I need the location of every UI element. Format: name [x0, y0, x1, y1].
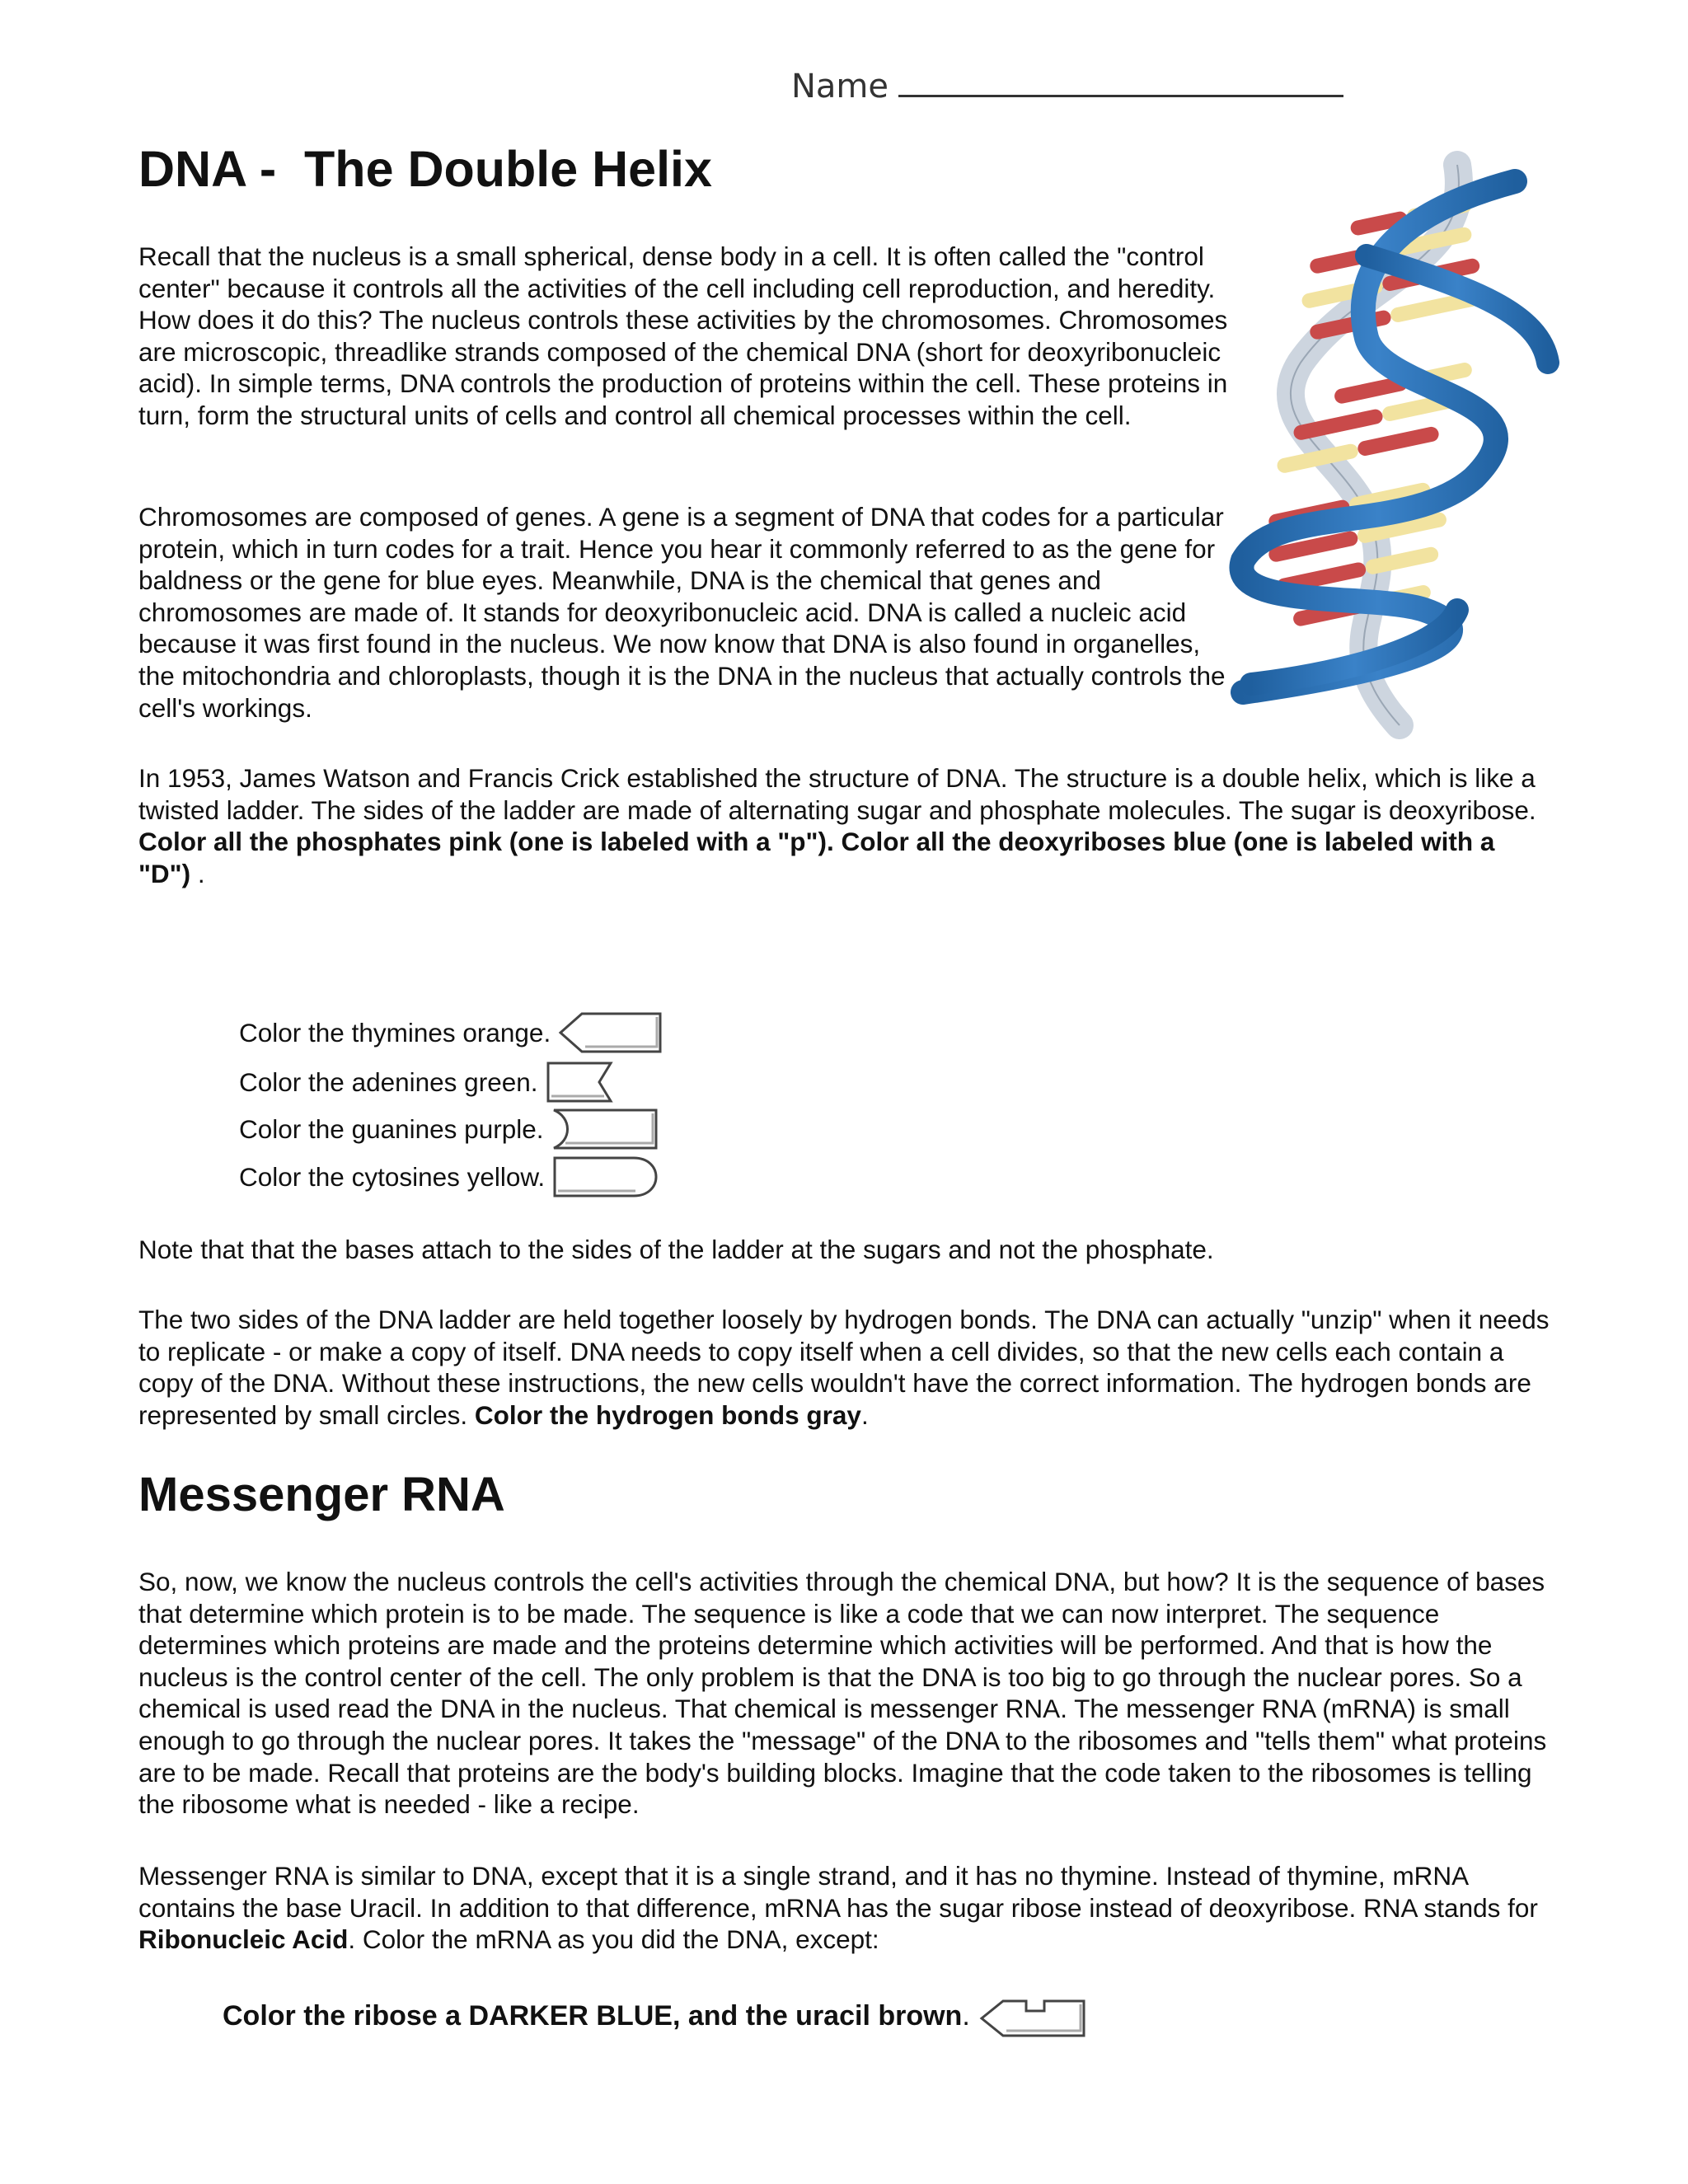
name-blank-line[interactable] — [898, 94, 1343, 97]
legend-guanine-text: Color the guanines purple. — [239, 1113, 544, 1144]
section-title-mrna: Messenger RNA — [138, 1468, 505, 1521]
paragraph-bases-note: Note that that the bases attach to the sides of the ladder at the sugars and not the phosphate. — [138, 1235, 1214, 1264]
legend-adenine — [239, 1059, 619, 1105]
dna-helix-icon — [1226, 148, 1606, 742]
legend-guanine — [239, 1106, 662, 1152]
legend-thymine — [239, 1010, 664, 1056]
legend-cytosine-text: Color the cytosines yellow. — [239, 1161, 546, 1192]
paragraph-structure — [138, 762, 1550, 889]
adenine-shape-icon — [545, 1059, 619, 1105]
mrna-diff-end: . Color the mRNA as you did the DNA, except: — [348, 1924, 879, 1955]
structure-instruction: Color all the phosphates pink (one is labeled with a "p"). Color all the deoxyriboses blue (one is labeled with a "D") — [138, 827, 1495, 888]
paragraph-hydrogen-bonds — [138, 1304, 1550, 1431]
paragraph-genes: Chromosomes are composed of genes. A gene is a segment of DNA that codes for a particular protein, which in turn codes for a trait. Hence you hear it commonly referred to as the gene for baldness or the gene for blue eyes. Meanwhile, DNA is the chemical that genes and chromosomes are made of. It stands for deoxyribonucleic acid. DNA is called a nucleic acid because it was first found in the nucleus. We now know that DNA is also found in organelles, the mitochondria and chloroplasts, though it is the DNA in the nucleus that actually controls the cell's workings. — [138, 502, 1226, 723]
mrna-diff-bold: Ribonucleic Acid — [138, 1924, 349, 1955]
cytosine-shape-icon — [551, 1154, 663, 1200]
hydrogen-end: . — [860, 1399, 869, 1430]
name-field[interactable] — [791, 68, 1343, 105]
paragraph-nucleus: Recall that the nucleus is a small spherical, dense body in a cell. It is often called the "control center" because it controls all the activities of the cell including cell reproduction, and heredity. How does it do this? The nucleus controls these activities by the chromosomes. Chromosomes are microscopic, threadlike strands composed of the chemical DNA (short for deoxyribonucleic acid). In simple terms, DNA controls the production of proteins within the cell. These proteins in turn, form the structural units of cells and control all chemical processes within the cell. — [138, 241, 1228, 430]
hydrogen-text: The two sides of the DNA ladder are held together loosely by hydrogen bonds. The DNA can actually "unzip" when it needs to replicate - or make a copy of itself. DNA needs to copy itself when a cell divides, so that the new cells each contain a copy of the DNA. Without these instructions, the new cells wouldn't have the correct information. The hydrogen bonds are represented by small circles. — [138, 1305, 1550, 1430]
mrna-diff-text: Messenger RNA is similar to DNA, except that it is a single strand, and it has no thymine. Instead of thymine, mRNA contains the base Uracil. In addition to that difference, mRNA has the sugar ribose instead of deoxyribose. RNA stands for — [138, 1861, 1538, 1923]
hydrogen-instruction: Color the hydrogen bonds gray — [474, 1399, 861, 1430]
legend-thymine-text: Color the thymines orange. — [239, 1017, 551, 1047]
thymine-shape-icon — [557, 1010, 664, 1056]
final-instruction — [223, 1993, 1090, 2039]
legend-adenine-text: Color the adenines green. — [239, 1066, 538, 1097]
legend-cytosine — [239, 1154, 663, 1200]
uracil-shape-icon — [978, 1993, 1090, 2039]
paragraph-mrna-difference — [138, 1860, 1550, 1956]
final-instruction-text: Color the ribose a DARKER BLUE, and the uracil brown — [223, 1999, 963, 2032]
section-title-dna: DNA - The Double Helix — [138, 141, 712, 197]
guanine-shape-icon — [551, 1106, 662, 1152]
name-label: Name — [791, 68, 889, 105]
structure-end: . — [190, 858, 205, 888]
paragraph-mrna-intro: So, now, we know the nucleus controls the cell's activities through the chemical DNA, but how? It is the sequence of bases that determine which protein is to be made. The sequence is like a code that we can now interpret. The sequence determines which proteins are made and the proteins determine which activities will be performed. And that is how the nucleus is the control center of the cell. The only problem is that the DNA is too big to go through the nuclear pores. So a chemical is used read the DNA in the nucleus. That chemical is messenger RNA. The messenger RNA (mRNA) is small enough to go through the nuclear pores. It takes the "message" of the DNA to the ribosomes and "tells them" what proteins are to be made. Recall that proteins are the body's building blocks. Imagine that the code taken to the ribosomes is telling the ribosome what is needed - like a recipe. — [138, 1567, 1547, 1820]
structure-text: In 1953, James Watson and Francis Crick established the structure of DNA. The structure is a double helix, which is like a twisted ladder. The sides of the ladder are made of alternating sugar and phosphate molecules. The sugar is deoxyribose. — [138, 763, 1536, 825]
final-instruction-end: . — [962, 1999, 970, 2032]
